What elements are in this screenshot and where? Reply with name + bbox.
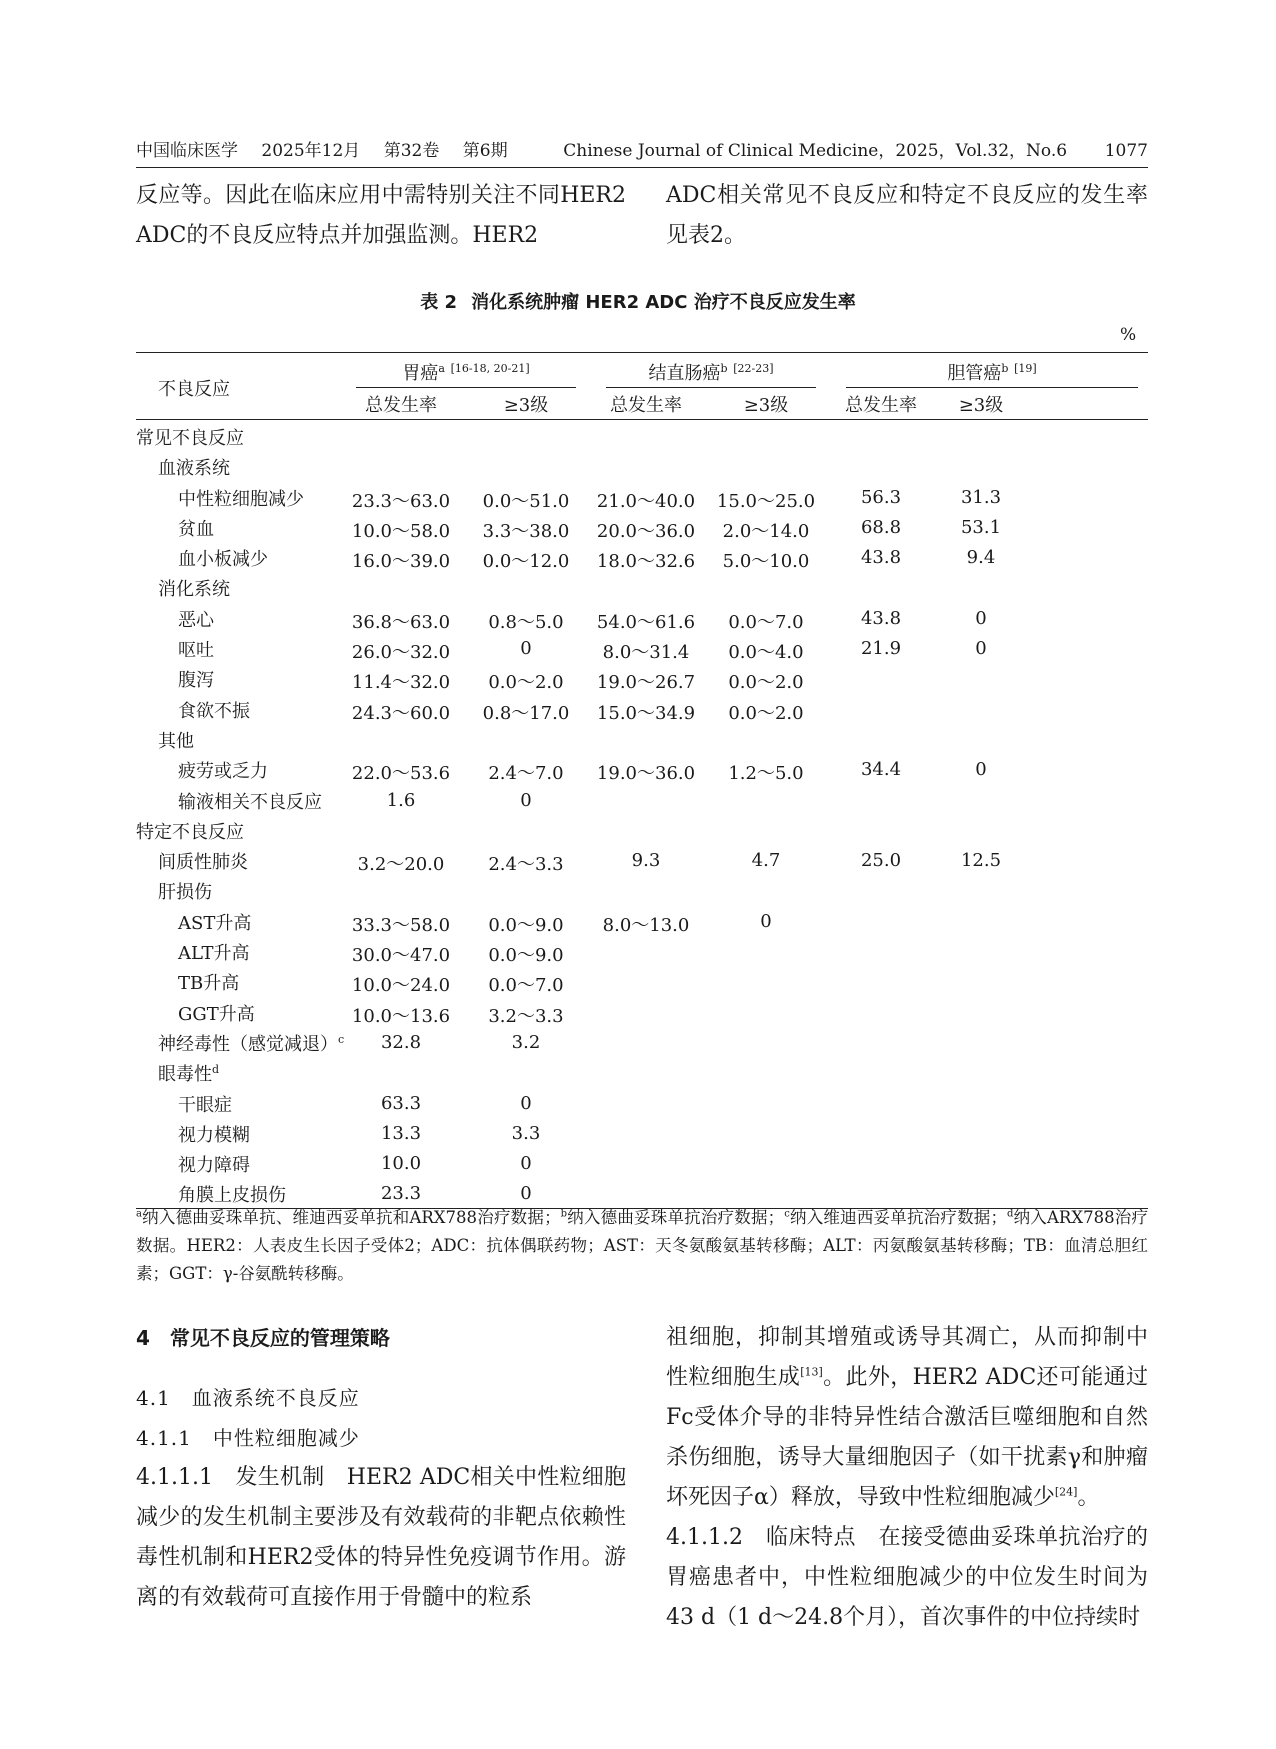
table-cell: 0 [520, 638, 532, 660]
section-heading: 4 常见不良反应的管理策略 [136, 1326, 390, 1350]
table-row [136, 874, 1148, 904]
subsection-heading: 4.1 血液系统不良反应 [136, 1386, 360, 1410]
table-cell: 32.8 [380, 1031, 422, 1053]
text-span: 祖细胞，抑制其增殖或诱导其凋亡，从而抑制中性粒细胞生成 [666, 1325, 1148, 1390]
row-label-superscript: c [338, 1032, 345, 1046]
table-row [136, 481, 1148, 511]
header-left [136, 136, 526, 161]
row-label [178, 1121, 250, 1147]
table-cell: 1.2～5.0 [728, 763, 804, 785]
group-rule [356, 387, 576, 388]
row-label [136, 424, 244, 450]
table-row [136, 450, 1148, 480]
row-label [178, 666, 214, 692]
row-label-text: 肝损伤 [158, 882, 212, 904]
row-label [178, 545, 268, 571]
table-cell: 0.0～12.0 [482, 551, 570, 573]
column-subheader: 总发生率 [610, 395, 682, 416]
table-cell: 9.3 [631, 850, 661, 872]
table-cell: 11.4～32.0 [351, 672, 451, 694]
table-cell: 0.0～7.0 [728, 611, 804, 633]
paragraph [136, 1458, 626, 1618]
row-label [178, 485, 304, 511]
row-label [178, 788, 322, 814]
table-row [136, 632, 1148, 662]
row-label-text: 视力模糊 [178, 1124, 250, 1146]
volume: 第32卷 [383, 141, 440, 161]
table-cell: 24.3～60.0 [351, 702, 451, 724]
para-text: 在接受德曲妥珠单抗治疗的胃癌患者中，中性粒细胞减少的中位发生时间为43 d（1 d～24.8个月），首次事件的中位持续时 [666, 1525, 1148, 1630]
row-label [178, 1151, 250, 1177]
footnote-text: 纳入德曲妥珠单抗、维迪西妥单抗和ARX788治疗数据； [141, 1208, 561, 1227]
table-row [136, 965, 1148, 995]
table-cell: 56.3 [860, 486, 902, 508]
group-name: 胃癌 [402, 363, 439, 384]
issue-date: 2025年12月 [261, 141, 361, 161]
row-label-superscript: d [212, 1063, 220, 1077]
table-cell: 19.0～36.0 [596, 763, 696, 785]
table-cell: 30.0～47.0 [351, 945, 451, 967]
top-left-text [136, 176, 626, 256]
table-row [136, 1026, 1148, 1056]
table-cell: 0.0～51.0 [482, 490, 570, 512]
table-unit: % [1120, 325, 1137, 345]
table-cell: 0 [520, 1092, 532, 1114]
table-row [136, 996, 1148, 1026]
table-cell: 3.2 [511, 1031, 541, 1053]
table-cell: 34.4 [860, 759, 902, 781]
text-span: 。此外，HER2 ADC还可能通过Fc受体介导的非特异性结合激活巨噬细胞和自然杀伤细胞，诱导大量细胞因子（如干扰素γ和肿瘤坏死因子α）释放，导致中性粒细胞减少 [666, 1365, 1148, 1510]
table-cell: 0.0～4.0 [728, 642, 804, 664]
table-row [136, 844, 1148, 874]
table-cell: 43.8 [860, 607, 902, 629]
table-cell: 3.3 [511, 1122, 541, 1144]
row-label-text: 贫血 [178, 518, 214, 540]
table-cell: 0 [760, 910, 772, 932]
group-citation: [16-18, 20-21] [450, 362, 530, 375]
row-label-text: ALT升高 [178, 943, 250, 965]
row-label [178, 1000, 255, 1026]
paragraph: 反应等。因此在临床应用中需特别关注不同HER2 ADC的不良反应特点并加强监测。HER2 [136, 183, 626, 248]
column-group-header [346, 359, 586, 385]
table-title: 消化系统肿瘤 HER2 ADC 治疗不良反应发生率 [471, 292, 856, 313]
row-label [136, 818, 244, 844]
text-span: 。 [724, 223, 747, 248]
table-cell: 54.0～61.6 [596, 611, 696, 633]
table-row [136, 541, 1148, 571]
row-label [178, 969, 239, 995]
table-row [136, 753, 1148, 783]
table-cell: 3.2～3.3 [488, 1005, 564, 1027]
row-label-text: AST升高 [178, 912, 252, 934]
issue: 第6期 [462, 141, 508, 161]
table-row [136, 571, 1148, 601]
column-subheader: ≥3级 [743, 395, 789, 416]
row-label [178, 697, 250, 723]
top-right-text [666, 176, 1148, 256]
table-cell: 5.0～10.0 [722, 551, 810, 573]
table-cell: 10.0～58.0 [351, 520, 451, 542]
group-citation: [19] [1014, 362, 1037, 375]
table-cell: 0 [975, 607, 987, 629]
row-label [178, 515, 214, 541]
table-cell: 20.0～36.0 [596, 520, 696, 542]
table-cell: 2.4～7.0 [488, 763, 564, 785]
table-cell: 10.0 [380, 1153, 422, 1175]
table-cell: 0.0～2.0 [728, 672, 804, 694]
row-label-text: 间质性肺炎 [158, 852, 248, 874]
table-cell: 63.3 [380, 1092, 422, 1114]
row-label [178, 939, 250, 965]
table-cell: 3.3～38.0 [482, 520, 570, 542]
table-cell: 0.8～5.0 [488, 611, 564, 633]
row-label-text: 疲劳或乏力 [178, 761, 268, 783]
table-footnotes [136, 1204, 1148, 1288]
paragraph [666, 1318, 1148, 1518]
row-label-text: 呕吐 [178, 640, 214, 662]
group-superscript: b [1001, 362, 1009, 375]
table-cell: 0 [520, 1153, 532, 1175]
table-cell: 22.0～53.6 [351, 763, 451, 785]
group-name: 胆管癌 [947, 363, 1002, 384]
column-group-header [836, 359, 1148, 385]
row-label-text: 血液系统 [158, 458, 230, 480]
table-cell: 0.8～17.0 [482, 702, 570, 724]
text-span: ADC相关常见不良反应和特定不良反应的发生率见表2 [666, 183, 1148, 248]
table-cell: 23.3 [380, 1183, 422, 1205]
row-label-text: 腹泻 [178, 670, 214, 692]
journal-cn: 中国临床医学 [136, 141, 238, 161]
footnote-text: 纳入德曲妥珠单抗治疗数据； [567, 1208, 785, 1227]
row-label-text: 食欲不振 [178, 700, 250, 722]
bottom-left-text [136, 1318, 626, 1618]
group-superscript: b [720, 362, 728, 375]
table-cell: 10.0～13.6 [351, 1005, 451, 1027]
row-label-text: 中性粒细胞减少 [178, 488, 304, 510]
row-label-text: 特定不良反应 [136, 821, 244, 843]
row-label [178, 1091, 232, 1117]
row-label-text: 神经毒性（感觉减退） [158, 1033, 338, 1055]
table-cell: 68.8 [860, 516, 902, 538]
footnote-marker: c [784, 1208, 790, 1220]
table-row [136, 511, 1148, 541]
table-row [136, 784, 1148, 814]
row-label-text: 干眼症 [178, 1094, 232, 1116]
paragraph [666, 176, 1148, 256]
row-label-text: GGT升高 [178, 1003, 255, 1025]
footnote-marker: d [1006, 1208, 1014, 1220]
row-label [178, 606, 214, 632]
group-superscript: a [438, 362, 445, 375]
table-row [136, 1117, 1148, 1147]
table-row [136, 905, 1148, 935]
table-cell: 0.0～9.0 [488, 945, 564, 967]
row-label [158, 878, 212, 904]
row-label [158, 575, 230, 601]
row-label-text: 角膜上皮损伤 [178, 1185, 286, 1207]
row-label [178, 757, 268, 783]
row-label [158, 727, 194, 753]
table-cell: 0.0～9.0 [488, 914, 564, 936]
row-header-label: 不良反应 [158, 379, 230, 400]
group-rule [846, 387, 1138, 388]
bottom-right-text [666, 1318, 1148, 1638]
table-cell: 0 [975, 638, 987, 660]
table-cell: 2.4～3.3 [488, 854, 564, 876]
footnote-text: 纳入ARX788治疗数据。HER2：人表皮生长因子受体2；ADC：抗体偶联药物；AST：天冬氨酸氨基转移酶；ALT：丙氨酸氨基转移酶；TB：血清总胆红素；GGT：γ-谷氨酰转移酶。 [136, 1208, 1149, 1283]
table-cell: 8.0～31.4 [602, 642, 690, 664]
row-label-text: 眼毒性 [158, 1064, 212, 1086]
table-cell: 15.0～34.9 [596, 702, 696, 724]
footnote-marker: b [560, 1208, 567, 1220]
table-cell: 15.0～25.0 [716, 490, 816, 512]
row-label-text: 消化系统 [158, 579, 230, 601]
table-cell: 33.3～58.0 [351, 914, 451, 936]
footnote-text: 纳入维迪西妥单抗治疗数据； [789, 1208, 1007, 1227]
table-cell: 2.0～14.0 [722, 520, 810, 542]
table-cell: 0 [520, 789, 532, 811]
para-heading: 4.1.1.2 临床特点 [666, 1525, 856, 1550]
citation: [24] [1054, 1485, 1078, 1499]
row-label-text: 常见不良反应 [136, 428, 244, 449]
table-row [136, 935, 1148, 965]
table-cell: 18.0～32.6 [596, 551, 696, 573]
table-cell: 21.0～40.0 [596, 490, 696, 512]
running-header [136, 136, 1148, 168]
row-label [178, 636, 214, 662]
table-cell: 0 [520, 1183, 532, 1205]
column-subheader: 总发生率 [845, 395, 917, 416]
table-row [136, 1087, 1148, 1117]
table-cell: 19.0～26.7 [596, 672, 696, 694]
table-cell: 43.8 [860, 547, 902, 569]
table-cell: 26.0～32.0 [351, 642, 451, 664]
table-cell: 31.3 [960, 486, 1002, 508]
table-row [136, 602, 1148, 632]
table-cell: 13.3 [380, 1122, 422, 1144]
para-heading: 4.1.1.1 发生机制 [136, 1465, 325, 1490]
table-row [136, 693, 1148, 723]
table-row [136, 662, 1148, 692]
table-number: 表 2 [420, 292, 458, 313]
group-citation: [22-23] [733, 362, 774, 375]
table-cell: 10.0～24.0 [351, 975, 451, 997]
table-cell: 9.4 [966, 547, 996, 569]
row-label-text: 视力障碍 [178, 1155, 250, 1177]
column-group-header [596, 359, 826, 385]
table-cell: 36.8～63.0 [351, 611, 451, 633]
table-cell: 3.2～20.0 [357, 854, 445, 876]
table-cell: 25.0 [860, 850, 902, 872]
table-cell: 0.0～2.0 [488, 672, 564, 694]
row-label [158, 454, 230, 480]
table-cell: 0.0～2.0 [728, 702, 804, 724]
row-label-text: 恶心 [178, 609, 214, 631]
table-row [136, 1056, 1148, 1086]
table-cell: 21.9 [860, 638, 902, 660]
table-cell: 0 [975, 759, 987, 781]
table-row [136, 814, 1148, 844]
table-cell: 0.0～7.0 [488, 975, 564, 997]
row-label [178, 909, 251, 935]
para-text: HER2 ADC相关中性粒细胞减少的发生机制主要涉及有效载荷的非靶点依赖性毒性机制和HER2受体的特异性免疫调节作用。游离的有效载荷可直接作用于骨髓中的粒系 [136, 1465, 626, 1610]
table-row [136, 723, 1148, 753]
table-cell: 8.0～13.0 [602, 914, 690, 936]
table-body [136, 420, 1148, 1208]
adverse-reaction-table [136, 352, 1148, 1209]
table-cell: 53.1 [960, 516, 1002, 538]
row-label [158, 1030, 344, 1056]
column-subheader: 总发生率 [365, 395, 437, 416]
page-number: 1077 [1104, 141, 1148, 161]
column-subheader: ≥3级 [503, 395, 549, 416]
table-cell: 23.3～63.0 [351, 490, 451, 512]
group-rule [606, 387, 816, 388]
column-subheader: ≥3级 [958, 395, 1004, 416]
row-label-text: TB升高 [178, 973, 240, 995]
table-cell: 1.6 [386, 789, 416, 811]
table-cell: 4.7 [751, 850, 781, 872]
row-label [158, 848, 248, 874]
table-header [136, 353, 1148, 420]
citation: [13] [800, 1365, 823, 1379]
subsubsection-heading: 4.1.1 中性粒细胞减少 [136, 1426, 360, 1450]
row-label-text: 血小板减少 [178, 549, 268, 571]
table-cell: 12.5 [960, 850, 1002, 872]
table-cell: 16.0～39.0 [351, 551, 451, 573]
journal-en: Chinese Journal of Clinical Medicine，2025，Vol.32，No.6 [563, 141, 1068, 161]
row-label-text: 其他 [158, 730, 194, 752]
table-row [136, 1147, 1148, 1177]
paragraph [666, 1518, 1148, 1638]
group-name: 结直肠癌 [648, 363, 721, 384]
table-caption [0, 288, 1276, 314]
text-span: 。 [1077, 1485, 1100, 1510]
row-label-text: 输液相关不良反应 [178, 791, 322, 813]
table-row [136, 420, 1148, 450]
footnote-marker: a [136, 1208, 142, 1220]
row-label [158, 1060, 219, 1086]
